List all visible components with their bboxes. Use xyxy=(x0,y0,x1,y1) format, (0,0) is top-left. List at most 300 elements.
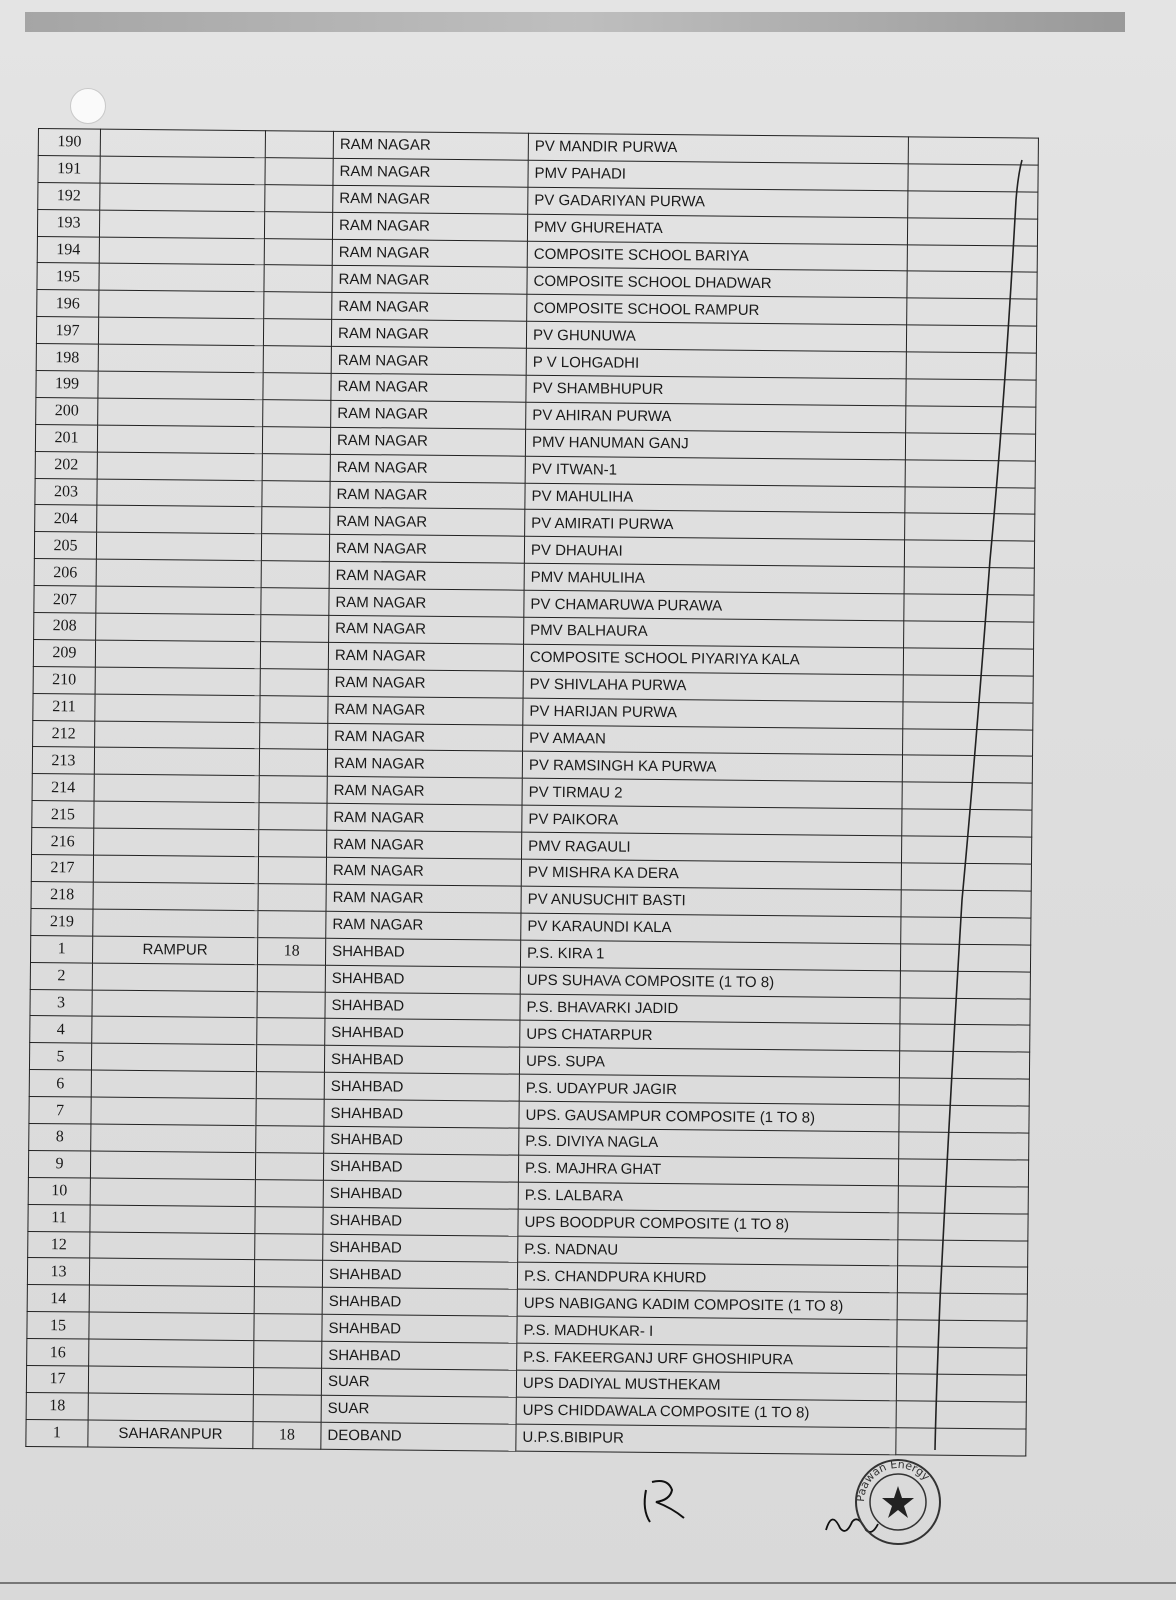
serial-number-cell: 3 xyxy=(30,989,92,1016)
ac-number-cell xyxy=(262,480,330,508)
school-name-cell: PMV MAHULIHA xyxy=(524,563,904,594)
block-name-cell: SHAHBAD xyxy=(324,1099,519,1128)
remarks-cell xyxy=(900,1024,1030,1052)
district-cell xyxy=(90,1205,255,1233)
ac-number-cell xyxy=(263,400,331,428)
remarks-cell xyxy=(905,433,1035,461)
serial-number-cell: 205 xyxy=(34,532,96,559)
ac-number-cell xyxy=(263,346,331,374)
school-name-cell: P.S. BHAVARKI JADID xyxy=(520,994,900,1025)
district-cell xyxy=(98,371,263,399)
ac-number-cell xyxy=(258,910,326,938)
scan-top-band xyxy=(25,12,1125,32)
remarks-cell xyxy=(901,890,1031,918)
block-name-cell: SHAHBAD xyxy=(325,965,520,994)
school-name-cell: P.S. LALBARA xyxy=(518,1182,898,1213)
school-name-cell: PV RAMSINGH KA PURWA xyxy=(522,752,902,783)
ac-number-cell xyxy=(264,238,332,266)
block-name-cell: SHAHBAD xyxy=(323,1207,518,1236)
ac-number-cell xyxy=(260,722,328,750)
svg-text:Paawan Energy: Paawan Energy xyxy=(853,1457,933,1503)
remarks-cell xyxy=(902,782,1032,810)
serial-number-cell: 212 xyxy=(33,720,95,747)
serial-number-cell: 6 xyxy=(29,1070,91,1097)
remarks-cell xyxy=(900,944,1030,972)
ac-number-cell xyxy=(263,319,331,347)
serial-number-cell: 192 xyxy=(38,182,100,209)
remarks-cell xyxy=(901,836,1031,864)
block-name-cell: SUAR xyxy=(321,1395,516,1424)
district-cell xyxy=(97,479,262,507)
ac-number-cell xyxy=(259,830,327,858)
school-name-cell: P.S. NADNAU xyxy=(518,1236,898,1267)
serial-number-cell: 16 xyxy=(27,1339,89,1366)
block-name-cell: RAM NAGAR xyxy=(333,158,528,187)
school-name-cell: UPS. GAUSAMPUR COMPOSITE (1 TO 8) xyxy=(519,1101,899,1132)
school-name-cell: PV CHAMARUWA PURAWA xyxy=(524,590,904,621)
ac-number-cell xyxy=(261,615,329,643)
remarks-cell xyxy=(897,1347,1027,1375)
block-name-cell: RAM NAGAR xyxy=(330,454,525,483)
district-cell xyxy=(97,506,262,534)
ac-number-cell xyxy=(256,1126,324,1154)
district-cell xyxy=(88,1393,253,1421)
school-name-cell: PV KARAUNDI KALA xyxy=(521,913,901,944)
company-seal-stamp xyxy=(852,1456,944,1548)
punch-hole xyxy=(70,88,106,124)
ac-number-cell xyxy=(258,857,326,885)
district-cell: SAHARANPUR xyxy=(88,1420,253,1448)
block-name-cell: SHAHBAD xyxy=(323,1234,518,1263)
district-cell xyxy=(93,882,258,910)
serial-number-cell: 17 xyxy=(26,1365,88,1392)
remarks-cell xyxy=(906,325,1036,353)
school-name-cell: P.S. MAJHRA GHAT xyxy=(518,1155,898,1186)
block-name-cell: SHAHBAD xyxy=(322,1314,517,1343)
district-cell xyxy=(95,640,260,668)
ac-number-cell xyxy=(254,1287,322,1315)
block-name-cell: RAM NAGAR xyxy=(330,427,525,456)
remarks-cell xyxy=(905,513,1035,541)
remarks-cell xyxy=(906,352,1036,380)
serial-number-cell: 214 xyxy=(32,774,94,801)
ac-number-cell xyxy=(257,1018,325,1046)
remarks-cell xyxy=(899,1105,1029,1133)
district-cell xyxy=(96,532,261,560)
school-name-cell: PV MISHRA KA DERA xyxy=(521,859,901,890)
ac-number-cell xyxy=(259,776,327,804)
bottom-rule xyxy=(0,1582,1176,1584)
block-name-cell: RAM NAGAR xyxy=(332,239,527,268)
remarks-cell xyxy=(903,702,1033,730)
block-name-cell: RAM NAGAR xyxy=(326,884,521,913)
remarks-cell xyxy=(900,997,1030,1025)
ac-number-cell xyxy=(260,642,328,670)
school-name-cell: PV MAHULIHA xyxy=(525,483,905,514)
school-name-cell: PV AMAAN xyxy=(523,725,903,756)
district-cell xyxy=(89,1312,254,1340)
serial-number-cell: 208 xyxy=(34,613,96,640)
block-name-cell: RAM NAGAR xyxy=(327,750,522,779)
ac-number-cell xyxy=(257,991,325,1019)
district-cell xyxy=(94,801,259,829)
remarks-cell xyxy=(904,594,1034,622)
ac-number-cell xyxy=(254,1341,322,1369)
remarks-cell xyxy=(898,1239,1028,1267)
serial-number-cell: 215 xyxy=(32,801,94,828)
school-name-cell: PV ITWAN-1 xyxy=(525,456,905,487)
serial-number-cell: 18 xyxy=(26,1392,88,1419)
ac-number-cell xyxy=(261,534,329,562)
district-cell xyxy=(93,909,258,937)
serial-number-cell: 13 xyxy=(27,1258,89,1285)
ac-number-cell xyxy=(260,695,328,723)
school-name-cell: PV PAIKORA xyxy=(522,805,902,836)
remarks-cell xyxy=(902,755,1032,783)
school-name-cell: PV GADARIYAN PURWA xyxy=(528,187,908,218)
remarks-cell xyxy=(896,1401,1026,1429)
district-cell xyxy=(90,1232,255,1260)
school-name-cell: PMV GHUREHATA xyxy=(527,214,907,245)
remarks-cell xyxy=(898,1186,1028,1214)
school-name-cell: PMV BALHAURA xyxy=(524,617,904,648)
school-name-cell: UPS SUHAVA COMPOSITE (1 TO 8) xyxy=(520,967,900,998)
ac-number-cell: 18 xyxy=(253,1421,321,1449)
school-name-cell: COMPOSITE SCHOOL RAMPUR xyxy=(527,295,907,326)
block-name-cell: RAM NAGAR xyxy=(328,723,523,752)
block-name-cell: RAM NAGAR xyxy=(328,696,523,725)
remarks-cell xyxy=(897,1266,1027,1294)
remarks-cell xyxy=(908,164,1038,192)
ac-number-cell xyxy=(253,1368,321,1396)
district-cell xyxy=(91,1070,256,1098)
remarks-cell xyxy=(898,1212,1028,1240)
ac-number-cell xyxy=(254,1314,322,1342)
ac-number-cell xyxy=(260,668,328,696)
block-name-cell: SHAHBAD xyxy=(323,1153,518,1182)
block-name-cell: SHAHBAD xyxy=(325,1019,520,1048)
ac-number-cell xyxy=(259,803,327,831)
school-name-cell: P.S. DIVIYA NAGLA xyxy=(519,1128,899,1159)
school-name-cell: PV TIRMAU 2 xyxy=(522,779,902,810)
remarks-cell xyxy=(898,1159,1028,1187)
ac-number-cell xyxy=(256,1099,324,1127)
district-cell xyxy=(100,129,265,157)
remarks-cell xyxy=(900,970,1030,998)
district-cell xyxy=(92,963,257,991)
ac-number-cell xyxy=(263,373,331,401)
remarks-cell xyxy=(903,675,1033,703)
district-cell: RAMPUR xyxy=(92,936,257,964)
district-cell xyxy=(100,183,265,211)
district-cell xyxy=(96,559,261,587)
district-cell xyxy=(92,1016,257,1044)
school-name-cell: UPS DADIYAL MUSTHEKAM xyxy=(516,1370,896,1401)
serial-number-cell: 12 xyxy=(28,1231,90,1258)
serial-number-cell: 203 xyxy=(35,478,97,505)
serial-number-cell: 197 xyxy=(36,317,98,344)
remarks-cell xyxy=(902,809,1032,837)
ac-number-cell xyxy=(261,588,329,616)
school-name-cell: COMPOSITE SCHOOL DHADWAR xyxy=(527,268,907,299)
serial-number-cell: 204 xyxy=(35,505,97,532)
ac-number-cell xyxy=(264,292,332,320)
serial-number-cell: 9 xyxy=(28,1150,90,1177)
ac-number-cell xyxy=(255,1179,323,1207)
school-name-cell: PV AMIRATI PURWA xyxy=(525,510,905,541)
school-name-cell: COMPOSITE SCHOOL BARIYA xyxy=(527,241,907,272)
school-name-cell: COMPOSITE SCHOOL PIYARIYA KALA xyxy=(523,644,903,675)
remarks-cell xyxy=(899,1132,1029,1160)
ac-number-cell xyxy=(255,1152,323,1180)
district-cell xyxy=(99,210,264,238)
block-name-cell: RAM NAGAR xyxy=(332,212,527,241)
block-name-cell: RAM NAGAR xyxy=(329,588,524,617)
serial-number-cell: 202 xyxy=(35,451,97,478)
school-name-cell: PV GHUNUWA xyxy=(526,321,906,352)
block-name-cell: RAM NAGAR xyxy=(328,669,523,698)
remarks-cell xyxy=(907,271,1037,299)
remarks-cell xyxy=(897,1320,1027,1348)
serial-number-cell: 217 xyxy=(31,855,93,882)
district-cell xyxy=(97,452,262,480)
serial-number-cell: 200 xyxy=(36,397,98,424)
district-cell xyxy=(89,1339,254,1367)
block-name-cell: SHAHBAD xyxy=(324,1072,519,1101)
remarks-cell xyxy=(899,1078,1029,1106)
remarks-cell xyxy=(901,917,1031,945)
district-cell xyxy=(88,1366,253,1394)
district-cell xyxy=(95,721,260,749)
district-cell xyxy=(100,156,265,184)
block-name-cell: RAM NAGAR xyxy=(327,804,522,833)
district-cell xyxy=(89,1285,254,1313)
school-name-cell: PV AHIRAN PURWA xyxy=(526,402,906,433)
district-cell xyxy=(99,264,264,292)
remarks-cell xyxy=(904,540,1034,568)
block-name-cell: RAM NAGAR xyxy=(332,266,527,295)
school-list-table xyxy=(25,128,1039,1456)
block-name-cell: SHAHBAD xyxy=(322,1261,517,1290)
block-name-cell: RAM NAGAR xyxy=(330,481,525,510)
block-name-cell: DEOBAND xyxy=(321,1422,516,1451)
block-name-cell: SHAHBAD xyxy=(325,992,520,1021)
school-name-cell: P.S. MADHUKAR- I xyxy=(517,1316,897,1347)
serial-number-cell: 206 xyxy=(34,559,96,586)
serial-number-cell: 190 xyxy=(38,129,100,156)
block-name-cell: SHAHBAD xyxy=(324,1046,519,1075)
school-name-cell: UPS BOODPUR COMPOSITE (1 TO 8) xyxy=(518,1209,898,1240)
block-name-cell: RAM NAGAR xyxy=(329,615,524,644)
district-cell xyxy=(90,1178,255,1206)
school-name-cell: P.S. KIRA 1 xyxy=(520,940,900,971)
school-name-cell: PV HARIJAN PURWA xyxy=(523,698,903,729)
remarks-cell xyxy=(907,218,1037,246)
serial-number-cell: 5 xyxy=(29,1043,91,1070)
serial-number-cell: 218 xyxy=(31,881,93,908)
school-name-cell: UPS CHIDDAWALA COMPOSITE (1 TO 8) xyxy=(516,1397,896,1428)
school-name-cell: P.S. CHANDPURA KHURD xyxy=(517,1263,897,1294)
district-cell xyxy=(94,774,259,802)
remarks-cell xyxy=(903,728,1033,756)
district-cell xyxy=(91,1097,256,1125)
serial-number-cell: 10 xyxy=(28,1177,90,1204)
remarks-cell xyxy=(896,1374,1026,1402)
district-cell xyxy=(91,1043,256,1071)
school-name-cell: PV SHAMBHUPUR xyxy=(526,375,906,406)
district-cell xyxy=(94,828,259,856)
block-name-cell: SHAHBAD xyxy=(322,1341,517,1370)
block-name-cell: RAM NAGAR xyxy=(327,830,522,859)
ac-number-cell xyxy=(256,1045,324,1073)
district-cell xyxy=(99,237,264,265)
block-name-cell: SHAHBAD xyxy=(323,1180,518,1209)
block-name-cell: RAM NAGAR xyxy=(331,320,526,349)
school-name-cell: P.S. FAKEERGANJ URF GHOSHIPURA xyxy=(517,1343,897,1374)
serial-number-cell: 195 xyxy=(37,263,99,290)
serial-number-cell: 211 xyxy=(33,693,95,720)
school-list-table-wrap xyxy=(25,128,1038,1456)
remarks-cell xyxy=(901,863,1031,891)
block-name-cell: RAM NAGAR xyxy=(329,562,524,591)
ac-number-cell xyxy=(262,426,330,454)
district-cell xyxy=(90,1151,255,1179)
school-name-cell: PMV PAHADI xyxy=(528,160,908,191)
district-cell xyxy=(89,1258,254,1286)
remarks-cell xyxy=(907,244,1037,272)
remarks-cell xyxy=(907,298,1037,326)
ac-number-cell xyxy=(257,964,325,992)
remarks-cell xyxy=(904,621,1034,649)
block-name-cell: RAM NAGAR xyxy=(333,185,528,214)
ac-number-cell xyxy=(265,158,333,186)
district-cell xyxy=(98,398,263,426)
block-name-cell: SHAHBAD xyxy=(322,1288,517,1317)
school-name-cell: PMV HANUMAN GANJ xyxy=(525,429,905,460)
school-name-cell: UPS CHATARPUR xyxy=(520,1021,900,1052)
school-name-cell: P.S. UDAYPUR JAGIR xyxy=(519,1074,899,1105)
district-cell xyxy=(95,694,260,722)
block-name-cell: SHAHBAD xyxy=(324,1126,519,1155)
ac-number-cell xyxy=(253,1394,321,1422)
ac-number-cell xyxy=(265,184,333,212)
remarks-cell xyxy=(903,648,1033,676)
district-cell xyxy=(95,667,260,695)
serial-number-cell: 1 xyxy=(30,935,92,962)
serial-number-cell: 199 xyxy=(36,371,98,398)
serial-number-cell: 207 xyxy=(34,586,96,613)
block-name-cell: RAM NAGAR xyxy=(331,400,526,429)
remarks-cell xyxy=(906,406,1036,434)
block-name-cell: RAM NAGAR xyxy=(331,346,526,375)
school-name-cell: PMV RAGAULI xyxy=(522,832,902,863)
school-name-cell: UPS NABIGANG KADIM COMPOSITE (1 TO 8) xyxy=(517,1289,897,1320)
remarks-cell xyxy=(908,137,1038,165)
district-cell xyxy=(91,1124,256,1152)
district-cell xyxy=(94,748,259,776)
school-name-cell: PV MANDIR PURWA xyxy=(528,133,908,164)
serial-number-cell: 191 xyxy=(38,155,100,182)
block-name-cell: RAM NAGAR xyxy=(330,508,525,537)
block-name-cell: RAM NAGAR xyxy=(332,293,527,322)
ac-number-cell xyxy=(261,561,329,589)
block-name-cell: RAM NAGAR xyxy=(331,373,526,402)
remarks-cell xyxy=(908,191,1038,219)
block-name-cell: RAM NAGAR xyxy=(326,857,521,886)
serial-number-cell: 7 xyxy=(29,1097,91,1124)
remarks-cell xyxy=(904,567,1034,595)
serial-number-cell: 11 xyxy=(28,1204,90,1231)
serial-number-cell: 196 xyxy=(37,290,99,317)
serial-number-cell: 210 xyxy=(33,666,95,693)
serial-number-cell: 1 xyxy=(26,1419,88,1446)
block-name-cell: SUAR xyxy=(321,1368,516,1397)
serial-number-cell: 2 xyxy=(30,962,92,989)
serial-number-cell: 201 xyxy=(35,424,97,451)
handwritten-signature xyxy=(628,1470,698,1530)
block-name-cell: RAM NAGAR xyxy=(333,131,528,160)
block-name-cell: RAM NAGAR xyxy=(329,535,524,564)
school-name-cell: U.P.S.BIBIPUR xyxy=(516,1424,896,1455)
block-name-cell: RAM NAGAR xyxy=(327,777,522,806)
remarks-cell xyxy=(905,486,1035,514)
district-cell xyxy=(96,613,261,641)
serial-number-cell: 14 xyxy=(27,1285,89,1312)
ac-number-cell xyxy=(258,884,326,912)
serial-number-cell: 216 xyxy=(32,828,94,855)
ac-number-cell xyxy=(256,1072,324,1100)
district-cell xyxy=(98,344,263,372)
serial-number-cell: 193 xyxy=(37,209,99,236)
school-name-cell: P V LOHGADHI xyxy=(526,348,906,379)
ac-number-cell xyxy=(255,1233,323,1261)
remarks-cell xyxy=(906,379,1036,407)
ac-number-cell xyxy=(262,507,330,535)
remarks-cell xyxy=(896,1428,1026,1456)
school-name-cell: PV SHIVLAHA PURWA xyxy=(523,671,903,702)
school-name-cell: UPS. SUPA xyxy=(519,1047,899,1078)
district-cell xyxy=(96,586,261,614)
block-name-cell: RAM NAGAR xyxy=(326,911,521,940)
ac-number-cell xyxy=(259,749,327,777)
ac-number-cell: 18 xyxy=(257,937,325,965)
ac-number-cell xyxy=(265,131,333,159)
serial-number-cell: 8 xyxy=(29,1123,91,1150)
district-cell xyxy=(98,317,263,345)
serial-number-cell: 209 xyxy=(33,639,95,666)
ac-number-cell xyxy=(264,265,332,293)
block-name-cell: SHAHBAD xyxy=(325,938,520,967)
serial-number-cell: 194 xyxy=(37,236,99,263)
serial-number-cell: 198 xyxy=(36,344,98,371)
remarks-cell xyxy=(897,1293,1027,1321)
district-cell xyxy=(97,425,262,453)
block-name-cell: RAM NAGAR xyxy=(328,642,523,671)
ac-number-cell xyxy=(255,1206,323,1234)
serial-number-cell: 4 xyxy=(30,1016,92,1043)
ac-number-cell xyxy=(262,453,330,481)
school-name-cell: PV ANUSUCHIT BASTI xyxy=(521,886,901,917)
serial-number-cell: 219 xyxy=(31,908,93,935)
remarks-cell xyxy=(899,1051,1029,1079)
serial-number-cell: 213 xyxy=(32,747,94,774)
district-cell xyxy=(92,990,257,1018)
remarks-cell xyxy=(905,460,1035,488)
district-cell xyxy=(93,855,258,883)
ac-number-cell xyxy=(264,211,332,239)
ac-number-cell xyxy=(254,1260,322,1288)
serial-number-cell: 15 xyxy=(27,1312,89,1339)
